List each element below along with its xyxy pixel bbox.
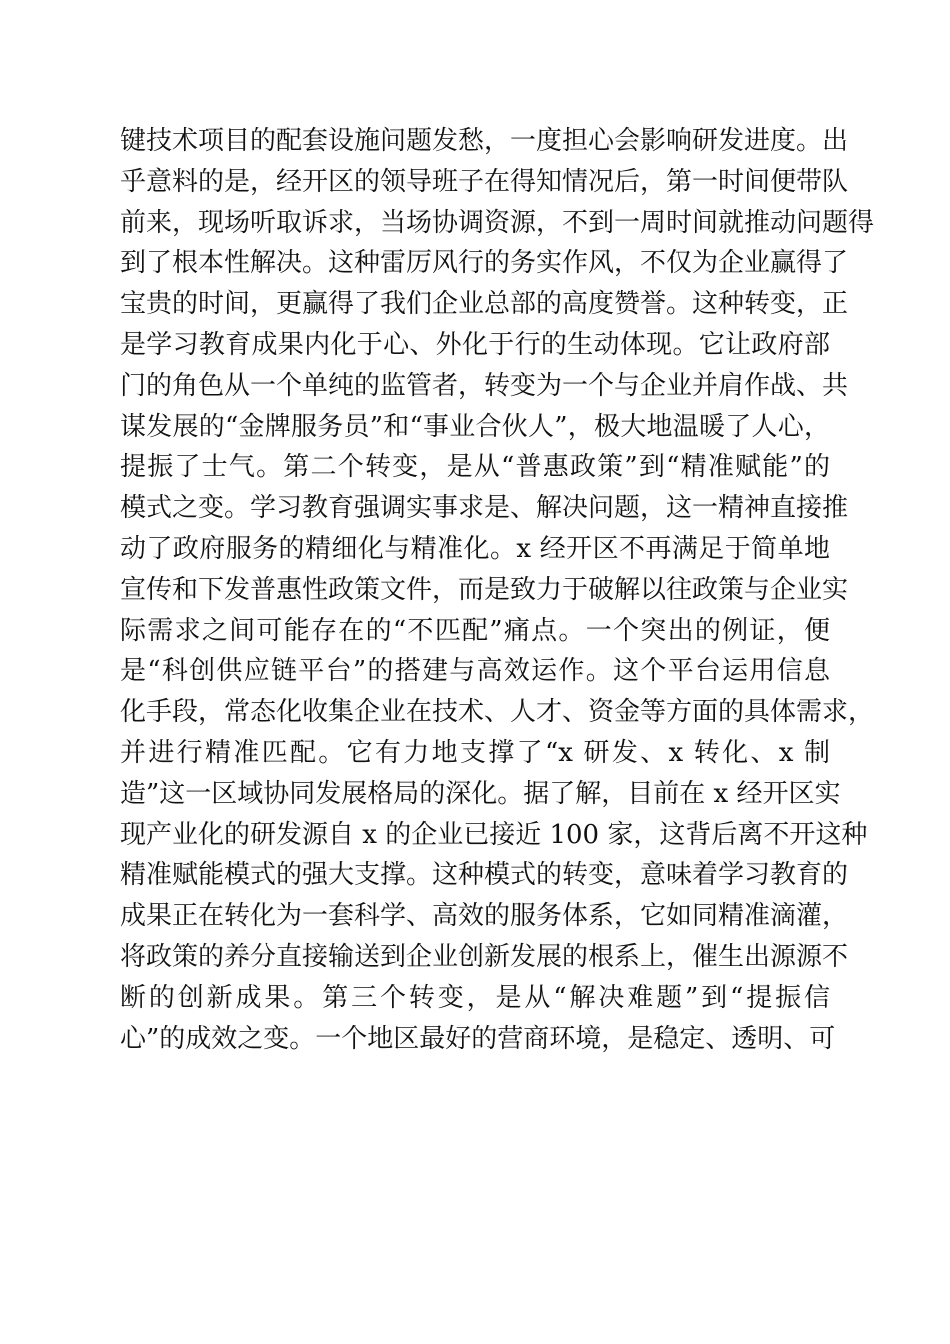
text-line: 并进行精准匹配。它有力地支撑了“x 研发、x 转化、x 制 [120, 737, 830, 768]
text-line: 宣传和下发普惠性政策文件，而是致力于破解以往政策与企业实 [120, 574, 849, 605]
text-line: 提振了士气。第二个转变，是从“普惠政策”到“精准赋能”的 [120, 452, 830, 483]
text-line: 造”这一区域协同发展格局的深化。据了解，目前在 x 经开区实 [120, 778, 841, 809]
text-line: 谋发展的“金牌服务员”和“事业合伙人”，极大地温暖了人心， [120, 411, 830, 442]
text-line: 心”的成效之变。一个地区最好的营商环境，是稳定、透明、可 [120, 1023, 836, 1054]
text-line: 精准赋能模式的强大支撑。这种模式的转变，意味着学习教育的 [120, 860, 849, 891]
text-line: 断的创新成果。第三个转变，是从“解决难题”到“提振信 [120, 982, 830, 1013]
text-line: 现产业化的研发源自 x 的企业已接近 100 家，这背后离不开这种 [120, 819, 868, 850]
text-line: 模式之变。学习教育强调实事求是、解决问题，这一精神直接推 [120, 493, 849, 524]
text-line: 到了根本性解决。这种雷厉风行的务实作风，不仅为企业赢得了 [120, 248, 849, 279]
body-text [120, 121, 875, 1059]
text-line: 成果正在转化为一套科学、高效的服务体系，它如同精准滴灌， [120, 901, 849, 932]
text-line: 是学习教育成果内化于心、外化于行的生动体现。它让政府部 [120, 329, 830, 360]
text-line: 门的角色从一个单纯的监管者，转变为一个与企业并肩作战、共 [120, 370, 849, 401]
text-line: 际需求之间可能存在的“不匹配”痛点。一个突出的例证，便 [120, 615, 830, 646]
text-line: 将政策的养分直接输送到企业创新发展的根系上，催生出源源不 [120, 941, 849, 972]
text-line: 宝贵的时间，更赢得了我们企业总部的高度赞誉。这种转变，正 [120, 289, 849, 320]
text-line: 化手段，常态化收集企业在技术、人才、资金等方面的具体需求， [120, 697, 875, 728]
text-line: 乎意料的是，经开区的领导班子在得知情况后，第一时间便带队 [120, 166, 849, 197]
text-line: 前来，现场听取诉求，当场协调资源，不到一周时间就推动问题得 [120, 207, 875, 238]
text-line: 是“科创供应链平台”的搭建与高效运作。这个平台运用信息 [120, 656, 830, 687]
text-line: 键技术项目的配套设施问题发愁，一度担心会影响研发进度。出 [120, 126, 849, 156]
text-line: 动了政府服务的精细化与精准化。x 经开区不再满足于简单地 [120, 533, 830, 564]
